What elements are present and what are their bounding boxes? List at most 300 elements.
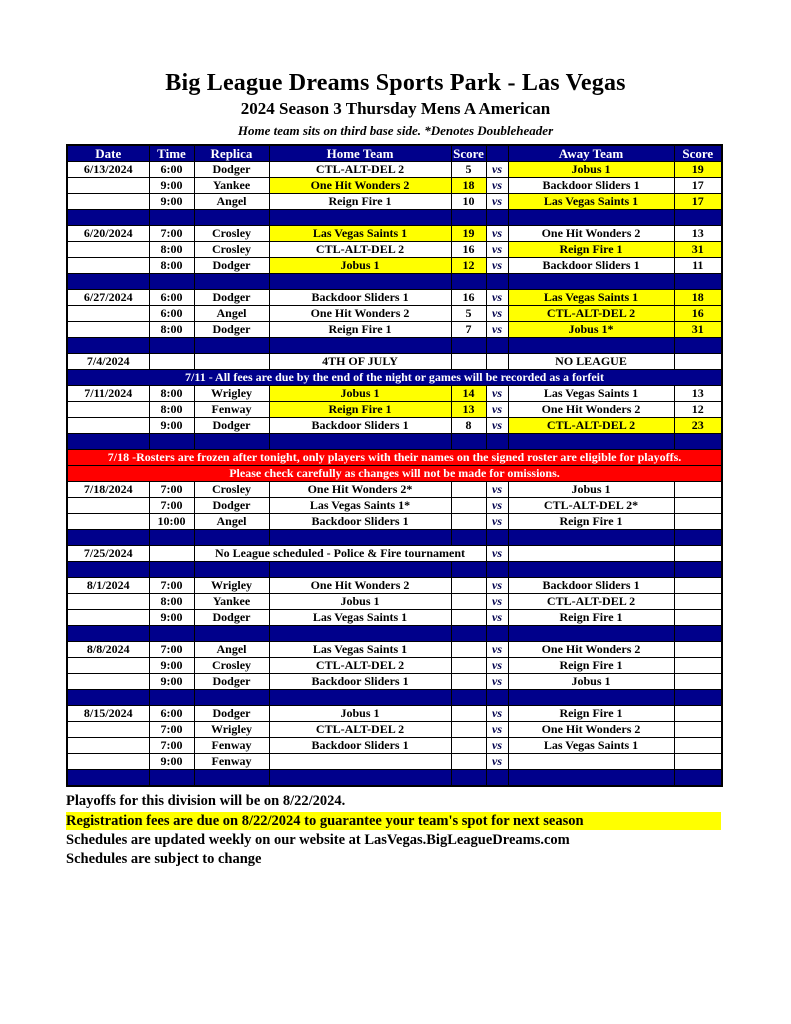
home-team-cell: 4TH OF JULY [269, 354, 451, 370]
replica-cell: Angel [194, 514, 269, 530]
schedule-table [66, 144, 723, 787]
navy-banner-text: 7/11 - All fees are due by the end of the night or games will be recorded as a forfeit [67, 370, 722, 386]
column-header: Replica [194, 145, 269, 162]
replica-cell: Dodger [194, 162, 269, 178]
away-score-cell: 13 [674, 226, 722, 242]
game-row [67, 418, 722, 434]
date-cell [67, 418, 149, 434]
home-team-cell: Jobus 1 [269, 594, 451, 610]
vs-label: vs [486, 738, 508, 754]
separator-cell [486, 434, 508, 450]
column-header: Date [67, 145, 149, 162]
date-cell: 7/4/2024 [67, 354, 149, 370]
separator-cell [674, 338, 722, 354]
column-header: Away Team [508, 145, 674, 162]
time-cell: 8:00 [149, 322, 194, 338]
vs-label: vs [486, 594, 508, 610]
game-row [67, 738, 722, 754]
time-cell: 8:00 [149, 386, 194, 402]
game-row [67, 498, 722, 514]
separator-cell [269, 210, 451, 226]
home-team-cell: Jobus 1 [269, 706, 451, 722]
home-score-cell [451, 578, 486, 594]
vs-label: vs [486, 290, 508, 306]
replica-cell: Dodger [194, 322, 269, 338]
separator-cell [508, 690, 674, 706]
replica-cell: Wrigley [194, 386, 269, 402]
red-banner-text: 7/18 -Rosters are frozen after tonight, only players with their names on the signed roster are eligible for playoffs. [67, 450, 722, 466]
away-team-cell: Reign Fire 1 [508, 706, 674, 722]
time-cell: 7:00 [149, 578, 194, 594]
time-cell [149, 546, 194, 562]
separator-cell [508, 770, 674, 786]
separator-cell [194, 530, 269, 546]
home-score-cell [451, 674, 486, 690]
subject-to-change-note: Schedules are subject to change [66, 850, 262, 867]
schedule-table-head [67, 145, 722, 162]
date-cell [67, 178, 149, 194]
replica-cell: Wrigley [194, 578, 269, 594]
website-note: Schedules are updated weekly on our website at LasVegas.BigLeagueDreams.com [66, 831, 570, 848]
away-team-cell: Las Vegas Saints 1 [508, 738, 674, 754]
separator-cell [269, 626, 451, 642]
replica-cell: Angel [194, 306, 269, 322]
home-team-cell: One Hit Wonders 2 [269, 178, 451, 194]
separator-row [67, 530, 722, 546]
replica-cell: Crosley [194, 226, 269, 242]
separator-cell [674, 562, 722, 578]
home-team-cell: Backdoor Sliders 1 [269, 674, 451, 690]
separator-cell [486, 338, 508, 354]
away-team-cell [508, 546, 674, 562]
separator-cell [508, 434, 674, 450]
date-cell [67, 194, 149, 210]
away-score-cell [674, 610, 722, 626]
separator-cell [674, 530, 722, 546]
date-cell: 6/20/2024 [67, 226, 149, 242]
time-cell: 9:00 [149, 418, 194, 434]
separator-cell [67, 770, 149, 786]
date-cell [67, 402, 149, 418]
separator-cell [194, 690, 269, 706]
separator-cell [508, 274, 674, 290]
time-cell: 8:00 [149, 594, 194, 610]
away-score-cell [674, 754, 722, 770]
vs-label: vs [486, 418, 508, 434]
date-cell [67, 594, 149, 610]
replica-cell: Wrigley [194, 722, 269, 738]
replica-cell [194, 354, 269, 370]
vs-label: vs [486, 162, 508, 178]
separator-cell [269, 562, 451, 578]
separator-cell [269, 530, 451, 546]
time-cell: 9:00 [149, 178, 194, 194]
time-cell: 9:00 [149, 610, 194, 626]
date-cell [67, 674, 149, 690]
home-score-cell [451, 642, 486, 658]
date-cell [67, 754, 149, 770]
date-cell [67, 498, 149, 514]
home-score-cell: 13 [451, 402, 486, 418]
home-score-cell [451, 754, 486, 770]
home-team-cell: Las Vegas Saints 1* [269, 498, 451, 514]
vs-label: vs [486, 658, 508, 674]
replica-cell: Yankee [194, 178, 269, 194]
separator-cell [508, 530, 674, 546]
replica-cell: Angel [194, 642, 269, 658]
away-team-cell: NO LEAGUE [508, 354, 674, 370]
away-team-cell: Reign Fire 1 [508, 514, 674, 530]
date-cell: 7/11/2024 [67, 386, 149, 402]
home-team-cell: Reign Fire 1 [269, 402, 451, 418]
separator-row [67, 338, 722, 354]
vs-label: vs [486, 514, 508, 530]
away-team-cell: Jobus 1 [508, 674, 674, 690]
home-score-cell [451, 594, 486, 610]
away-score-cell: 12 [674, 402, 722, 418]
away-team-cell: One Hit Wonders 2 [508, 226, 674, 242]
vs-label: vs [486, 258, 508, 274]
separator-cell [194, 434, 269, 450]
away-score-cell: 23 [674, 418, 722, 434]
separator-cell [269, 770, 451, 786]
replica-cell: Fenway [194, 738, 269, 754]
home-team-cell: Backdoor Sliders 1 [269, 418, 451, 434]
home-team-cell: Las Vegas Saints 1 [269, 610, 451, 626]
away-score-cell: 17 [674, 194, 722, 210]
separator-cell [194, 770, 269, 786]
header-note: Home team sits on third base side. *Denotes Doubleheader [237, 123, 554, 138]
red-banner-row [67, 466, 722, 482]
home-team-cell: CTL-ALT-DEL 2 [269, 658, 451, 674]
separator-cell [674, 626, 722, 642]
separator-cell [269, 690, 451, 706]
replica-cell: Dodger [194, 498, 269, 514]
separator-cell [508, 338, 674, 354]
separator-cell [67, 338, 149, 354]
date-cell [67, 322, 149, 338]
column-header: Score [451, 145, 486, 162]
away-team-cell: Reign Fire 1 [508, 658, 674, 674]
away-team-cell: Jobus 1 [508, 162, 674, 178]
game-row [67, 578, 722, 594]
date-cell [67, 738, 149, 754]
home-score-cell: 16 [451, 242, 486, 258]
vs-label: vs [486, 610, 508, 626]
separator-row [67, 690, 722, 706]
home-team-cell: Las Vegas Saints 1 [269, 226, 451, 242]
vs-label: vs [486, 194, 508, 210]
column-header: Score [674, 145, 722, 162]
replica-cell: Dodger [194, 674, 269, 690]
column-header: Time [149, 145, 194, 162]
separator-cell [674, 770, 722, 786]
replica-cell: Dodger [194, 610, 269, 626]
separator-cell [269, 434, 451, 450]
notice-row [67, 546, 722, 562]
replica-cell: Dodger [194, 290, 269, 306]
game-row [67, 658, 722, 674]
separator-row [67, 274, 722, 290]
game-row [67, 178, 722, 194]
away-score-cell [674, 674, 722, 690]
date-cell [67, 610, 149, 626]
away-score-cell: 19 [674, 162, 722, 178]
separator-cell [194, 210, 269, 226]
home-score-cell: 14 [451, 386, 486, 402]
home-score-cell [451, 658, 486, 674]
separator-cell [508, 210, 674, 226]
separator-cell [451, 338, 486, 354]
separator-cell [451, 434, 486, 450]
separator-cell [486, 530, 508, 546]
vs-label [486, 354, 508, 370]
time-cell: 9:00 [149, 194, 194, 210]
separator-cell [674, 274, 722, 290]
home-score-cell [451, 354, 486, 370]
home-score-cell [451, 498, 486, 514]
away-team-cell: CTL-ALT-DEL 2 [508, 418, 674, 434]
home-team-cell: One Hit Wonders 2 [269, 306, 451, 322]
date-cell: 7/18/2024 [67, 482, 149, 498]
away-score-cell [674, 642, 722, 658]
separator-cell [67, 690, 149, 706]
away-team-cell: One Hit Wonders 2 [508, 722, 674, 738]
separator-cell [149, 562, 194, 578]
away-score-cell: 31 [674, 322, 722, 338]
home-score-cell [451, 610, 486, 626]
home-score-cell: 7 [451, 322, 486, 338]
game-row [67, 722, 722, 738]
home-score-cell: 12 [451, 258, 486, 274]
time-cell: 8:00 [149, 258, 194, 274]
time-cell: 7:00 [149, 482, 194, 498]
away-score-cell [674, 482, 722, 498]
separator-cell [194, 626, 269, 642]
separator-cell [451, 530, 486, 546]
away-score-cell [674, 578, 722, 594]
special-row [67, 354, 722, 370]
separator-cell [486, 210, 508, 226]
time-cell: 7:00 [149, 498, 194, 514]
time-cell: 7:00 [149, 738, 194, 754]
vs-label: vs [486, 226, 508, 242]
red-banner-row [67, 450, 722, 466]
home-score-cell: 5 [451, 306, 486, 322]
home-team-cell: CTL-ALT-DEL 2 [269, 162, 451, 178]
away-team-cell: CTL-ALT-DEL 2* [508, 498, 674, 514]
separator-cell [486, 562, 508, 578]
registration-note: Registration fees are due on 8/22/2024 to guarantee your team's spot for next season [66, 812, 721, 830]
separator-cell [67, 530, 149, 546]
vs-label: vs [486, 242, 508, 258]
separator-cell [486, 770, 508, 786]
separator-row [67, 210, 722, 226]
home-team-cell: Backdoor Sliders 1 [269, 514, 451, 530]
replica-cell: Crosley [194, 242, 269, 258]
home-team-cell: CTL-ALT-DEL 2 [269, 242, 451, 258]
vs-label: vs [486, 546, 508, 562]
away-score-cell [674, 738, 722, 754]
time-cell [149, 354, 194, 370]
away-team-cell: Jobus 1 [508, 482, 674, 498]
time-cell: 10:00 [149, 514, 194, 530]
away-score-cell: 16 [674, 306, 722, 322]
time-cell: 7:00 [149, 722, 194, 738]
away-score-cell [674, 354, 722, 370]
time-cell: 8:00 [149, 242, 194, 258]
time-cell: 6:00 [149, 162, 194, 178]
time-cell: 9:00 [149, 754, 194, 770]
home-score-cell: 19 [451, 226, 486, 242]
home-score-cell: 16 [451, 290, 486, 306]
away-team-cell: Reign Fire 1 [508, 242, 674, 258]
separator-cell [451, 210, 486, 226]
playoffs-note: Playoffs for this division will be on 8/22/2024. [66, 792, 346, 809]
home-score-cell: 18 [451, 178, 486, 194]
away-score-cell: 18 [674, 290, 722, 306]
separator-cell [194, 338, 269, 354]
home-team-cell: Reign Fire 1 [269, 322, 451, 338]
game-row [67, 322, 722, 338]
date-cell: 7/25/2024 [67, 546, 149, 562]
date-cell: 8/1/2024 [67, 578, 149, 594]
home-team-cell: CTL-ALT-DEL 2 [269, 722, 451, 738]
away-team-cell: Las Vegas Saints 1 [508, 386, 674, 402]
vs-label: vs [486, 322, 508, 338]
separator-cell [194, 562, 269, 578]
replica-cell: Crosley [194, 658, 269, 674]
home-team-cell [269, 754, 451, 770]
game-row [67, 402, 722, 418]
game-row [67, 162, 722, 178]
date-cell [67, 514, 149, 530]
game-row [67, 706, 722, 722]
vs-label: vs [486, 402, 508, 418]
game-row [67, 242, 722, 258]
home-team-cell: Backdoor Sliders 1 [269, 738, 451, 754]
separator-cell [451, 770, 486, 786]
page-title: Big League Dreams Sports Park - Las Vegas [165, 70, 626, 96]
separator-cell [486, 690, 508, 706]
away-score-cell: 31 [674, 242, 722, 258]
away-team-cell: Backdoor Sliders 1 [508, 578, 674, 594]
separator-cell [451, 274, 486, 290]
home-score-cell [451, 706, 486, 722]
home-team-cell: Las Vegas Saints 1 [269, 642, 451, 658]
separator-cell [149, 274, 194, 290]
away-score-cell [674, 706, 722, 722]
separator-cell [67, 274, 149, 290]
home-team-cell: Jobus 1 [269, 386, 451, 402]
navy-banner-row [67, 370, 722, 386]
date-cell [67, 722, 149, 738]
game-row [67, 306, 722, 322]
away-team-cell: Jobus 1* [508, 322, 674, 338]
red-banner-text: Please check carefully as changes will not be made for omissions. [67, 466, 722, 482]
separator-cell [451, 562, 486, 578]
home-score-cell [451, 738, 486, 754]
date-cell [67, 242, 149, 258]
home-score-cell [451, 722, 486, 738]
away-team-cell: CTL-ALT-DEL 2 [508, 594, 674, 610]
game-row [67, 226, 722, 242]
home-team-cell: One Hit Wonders 2 [269, 578, 451, 594]
separator-cell [674, 690, 722, 706]
separator-cell [67, 434, 149, 450]
vs-label: vs [486, 706, 508, 722]
game-row [67, 594, 722, 610]
separator-cell [67, 210, 149, 226]
notice-text: No League scheduled - Police & Fire tournament [194, 546, 486, 562]
away-score-cell [674, 546, 722, 562]
separator-cell [149, 770, 194, 786]
replica-cell: Angel [194, 194, 269, 210]
game-row [67, 386, 722, 402]
replica-cell: Dodger [194, 706, 269, 722]
home-team-cell: Backdoor Sliders 1 [269, 290, 451, 306]
vs-label: vs [486, 754, 508, 770]
separator-cell [508, 562, 674, 578]
away-team-cell: Backdoor Sliders 1 [508, 178, 674, 194]
time-cell: 6:00 [149, 290, 194, 306]
away-team-cell [508, 754, 674, 770]
away-team-cell: One Hit Wonders 2 [508, 642, 674, 658]
game-row [67, 642, 722, 658]
away-team-cell: Reign Fire 1 [508, 610, 674, 626]
vs-label: vs [486, 306, 508, 322]
replica-cell: Fenway [194, 754, 269, 770]
separator-cell [149, 434, 194, 450]
separator-cell [674, 210, 722, 226]
replica-cell: Crosley [194, 482, 269, 498]
vs-label: vs [486, 642, 508, 658]
away-score-cell [674, 722, 722, 738]
separator-cell [67, 562, 149, 578]
separator-cell [149, 626, 194, 642]
vs-label: vs [486, 498, 508, 514]
separator-cell [149, 210, 194, 226]
replica-cell: Fenway [194, 402, 269, 418]
table-header-row [67, 145, 722, 162]
separator-cell [269, 274, 451, 290]
replica-cell: Yankee [194, 594, 269, 610]
time-cell: 6:00 [149, 306, 194, 322]
column-header: Home Team [269, 145, 451, 162]
away-score-cell [674, 594, 722, 610]
home-score-cell: 10 [451, 194, 486, 210]
separator-cell [486, 274, 508, 290]
game-row [67, 514, 722, 530]
vs-label: vs [486, 386, 508, 402]
time-cell: 7:00 [149, 642, 194, 658]
game-row [67, 194, 722, 210]
game-row [67, 674, 722, 690]
separator-cell [149, 530, 194, 546]
vs-label: vs [486, 578, 508, 594]
separator-cell [149, 690, 194, 706]
home-team-cell: One Hit Wonders 2* [269, 482, 451, 498]
separator-row [67, 770, 722, 786]
page-subtitle: 2024 Season 3 Thursday Mens A American [240, 99, 551, 118]
game-row [67, 610, 722, 626]
schedule-table-body [67, 162, 722, 786]
separator-row [67, 562, 722, 578]
date-cell: 6/13/2024 [67, 162, 149, 178]
away-team-cell: Backdoor Sliders 1 [508, 258, 674, 274]
away-score-cell [674, 498, 722, 514]
away-score-cell: 11 [674, 258, 722, 274]
